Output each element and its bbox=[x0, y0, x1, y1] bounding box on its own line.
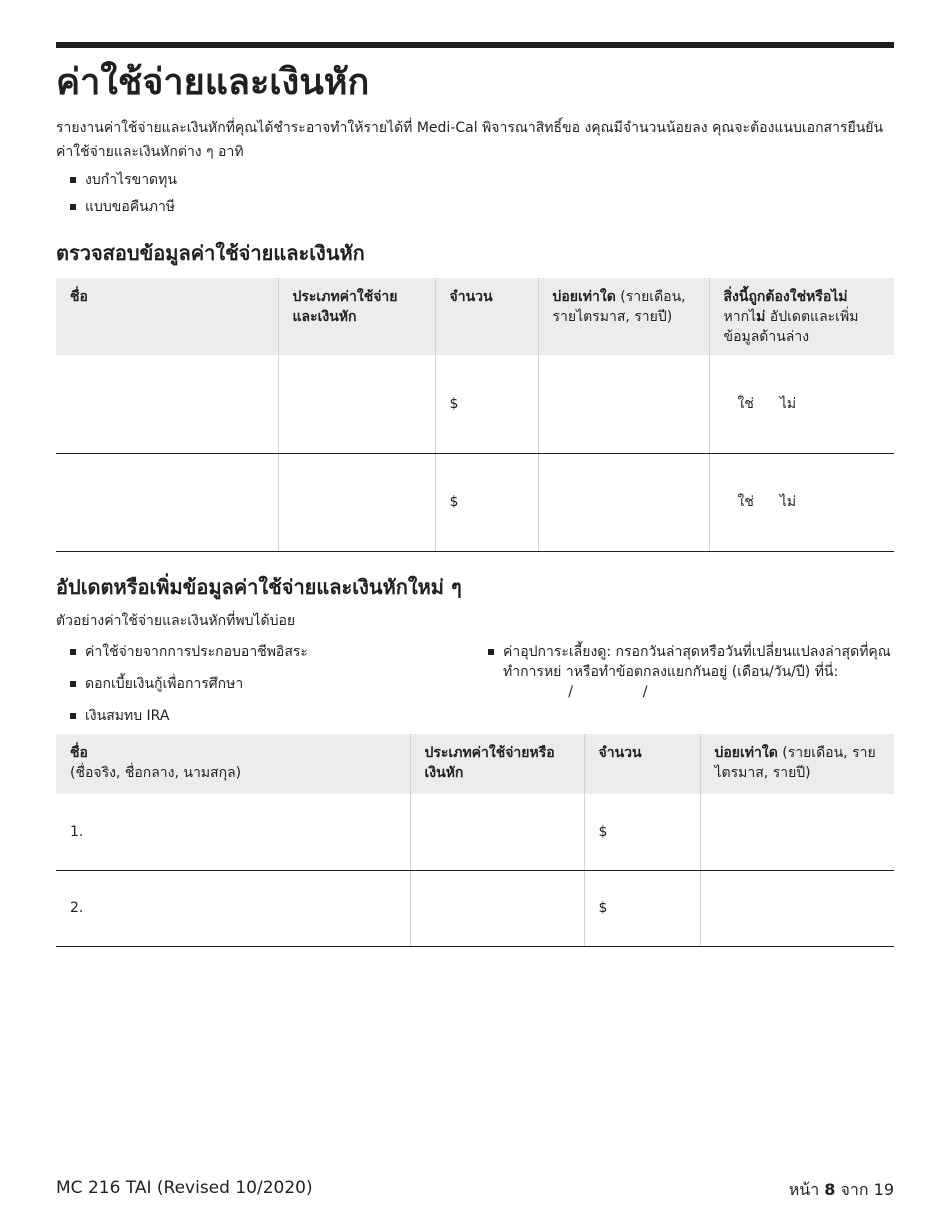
new-expenses-table bbox=[56, 734, 894, 947]
section-heading-update: อัปเดตหรือเพิ่มข้อมูลค่าใช้จ่ายและเงินหักใหม่ ๆ bbox=[56, 575, 462, 599]
form-id: MC 216 TAI (Revised 10/2020) bbox=[56, 1178, 313, 1198]
list-item: แบบขอคืนภาษี bbox=[70, 197, 177, 217]
table-row bbox=[56, 453, 894, 551]
amount-field[interactable]: $ bbox=[584, 794, 700, 870]
type-field[interactable] bbox=[278, 355, 435, 453]
page-title: ค่าใช้จ่ายและเงินหัก bbox=[56, 61, 370, 103]
page-number: หน้า 8 จาก 19 bbox=[788, 1180, 894, 1199]
name-field[interactable]: 2. bbox=[56, 870, 410, 946]
col-header-amount: จำนวน bbox=[435, 278, 538, 355]
name-field[interactable] bbox=[56, 355, 278, 453]
intro-bullet-list bbox=[70, 170, 177, 217]
date-separator: / bbox=[642, 684, 648, 700]
frequency-field[interactable] bbox=[700, 870, 894, 946]
type-field[interactable] bbox=[410, 794, 584, 870]
review-expenses-table bbox=[56, 278, 894, 552]
alimony-date-item bbox=[488, 642, 903, 702]
alimony-text: ค่าอุปการะเลี้ยงดู: กรอกวันล่าสุดหรือวันที่เปลี่ยนแปลงล่าสุดที่คุณทำการหย่ าหรือทำข้อตกลงแยกกันอยู่ (เดือน/วัน/ปี) ที่นี่: bbox=[503, 644, 891, 680]
amount-field[interactable]: $ bbox=[435, 355, 538, 453]
list-item: ดอกเบี้ยเงินกู้เพื่อการศึกษา bbox=[70, 674, 308, 694]
correct-field bbox=[709, 453, 894, 551]
yes-option[interactable]: ใช่ bbox=[737, 494, 754, 510]
col-header-correct: สิ่งนี้ถูกต้องใช่หรือไม่ หากไม่ อัปเดตและเพิ่มข้อมูลด้านล่าง bbox=[709, 278, 894, 355]
examples-bullet-list bbox=[70, 642, 308, 726]
col-header-name: ชื่อ (ชื่อจริง, ชื่อกลาง, นามสกุล) bbox=[56, 734, 410, 794]
col-header-frequency: บ่อยเท่าใด (รายเดือน, รายไตรมาส, รายปี) bbox=[538, 278, 709, 355]
col-header-amount: จำนวน bbox=[584, 734, 700, 794]
name-field[interactable] bbox=[56, 453, 278, 551]
type-field[interactable] bbox=[410, 870, 584, 946]
list-item: ค่าใช้จ่ายจากการประกอบอาชีพอิสระ bbox=[70, 642, 308, 662]
no-option[interactable]: ไม่ bbox=[779, 395, 797, 412]
type-field[interactable] bbox=[278, 453, 435, 551]
frequency-field[interactable] bbox=[538, 453, 709, 551]
no-option[interactable]: ไม่ bbox=[779, 494, 797, 510]
col-header-name: ชื่อ bbox=[56, 278, 278, 355]
frequency-field[interactable] bbox=[538, 355, 709, 453]
name-field[interactable]: 1. bbox=[56, 794, 410, 870]
amount-field[interactable]: $ bbox=[584, 870, 700, 946]
table-row bbox=[56, 870, 894, 946]
col-header-frequency: บ่อยเท่าใด (รายเดือน, รายไตรมาส, รายปี) bbox=[700, 734, 894, 794]
list-item: งบกำไรขาดทุน bbox=[70, 170, 177, 190]
col-header-type: ประเภทค่าใช้จ่ายหรือเงินหัก bbox=[410, 734, 584, 794]
list-item: เงินสมทบ IRA bbox=[70, 706, 308, 726]
correct-field bbox=[709, 355, 894, 453]
section-heading-review: ตรวจสอบข้อมูลค่าใช้จ่ายและเงินหัก bbox=[56, 241, 365, 265]
intro-text: รายงานค่าใช้จ่ายและเงินหักที่คุณได้ชำระอาจทำให้รายได้ที่ Medi-Cal พิจารณาสิทธิ์ขอ งคุณมีจำนวนน้อยลง คุณจะต้องแนบเอกสารยืนยันค่าใช้จ่ายและเงินหักต่าง ๆ อาทิ bbox=[56, 120, 884, 160]
frequency-field[interactable] bbox=[700, 794, 894, 870]
yes-option[interactable]: ใช่ bbox=[737, 395, 754, 412]
table-row bbox=[56, 794, 894, 870]
table-row bbox=[56, 355, 894, 453]
date-separator: / bbox=[568, 684, 573, 700]
examples-subtitle: ตัวอย่างค่าใช้จ่ายและเงินหักที่พบได้บ่อย bbox=[56, 613, 296, 629]
col-header-type: ประเภทค่าใช้จ่ายและเงินหัก bbox=[278, 278, 435, 355]
amount-field[interactable]: $ bbox=[435, 453, 538, 551]
top-rule bbox=[56, 42, 894, 48]
